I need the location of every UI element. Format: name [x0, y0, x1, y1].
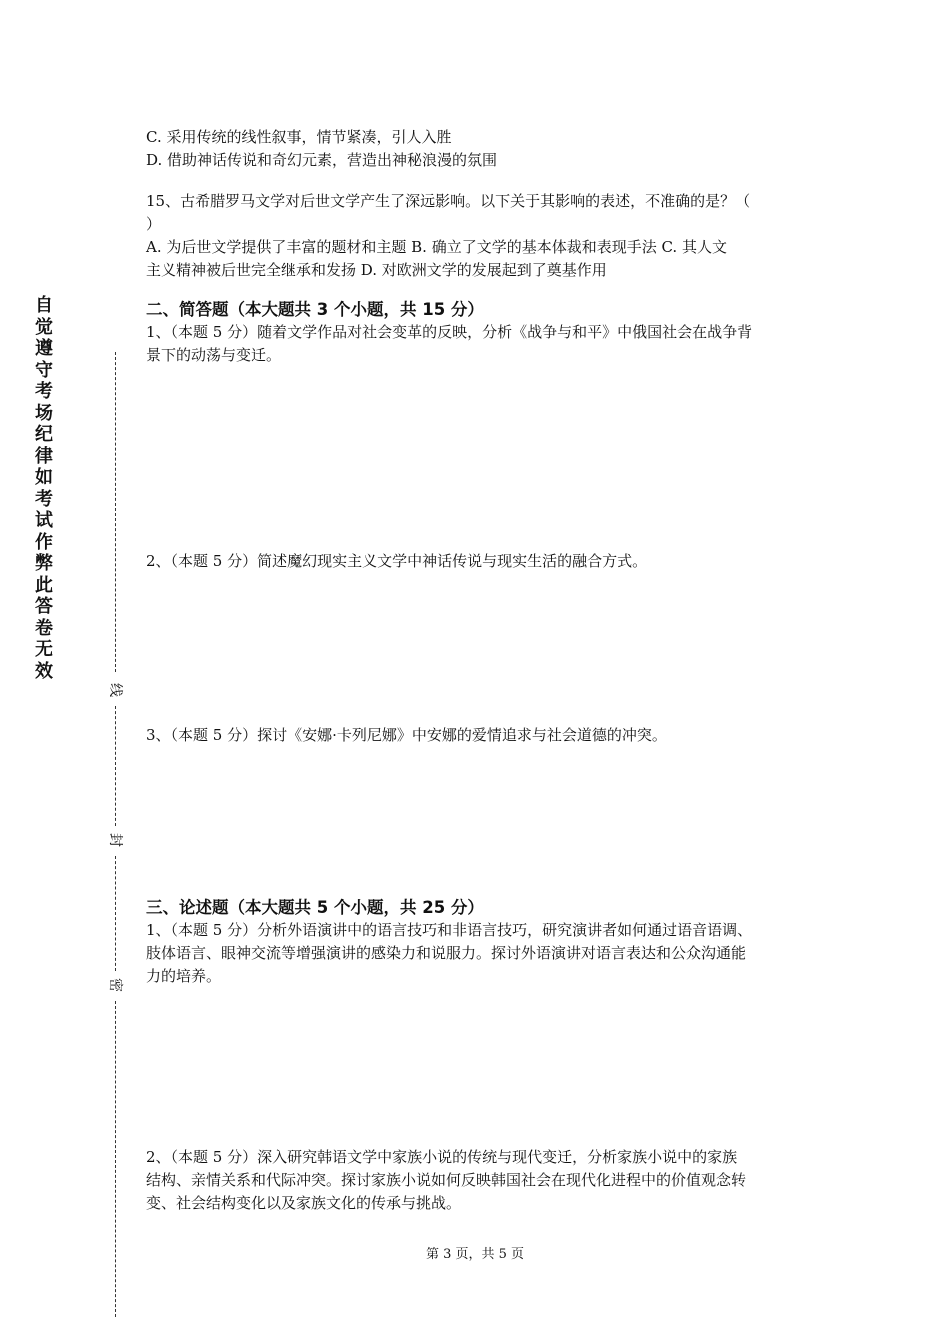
s3-q2-line3: 变、社会结构变化以及家族文化的传承与挑战。: [146, 1194, 462, 1212]
seal-char-xian: 线: [107, 683, 123, 697]
s2-q1-line1: 1、（本题 5 分）随着文学作品对社会变革的反映，分析《战争与和平》中俄国社会在战争背: [146, 323, 753, 341]
s2-q3: 3、（本题 5 分）探讨《安娜·卡列尼娜》中安娜的爱情追求与社会道德的冲突。: [146, 726, 667, 744]
seal-line-segment: [115, 352, 116, 672]
seal-line-segment: [115, 1001, 116, 1317]
section3-title: 三、论述题（本大题共 5 个小题，共 25 分）: [146, 898, 484, 917]
q14-option-c: C. 采用传统的线性叙事，情节紧凑，引人入胜: [146, 128, 452, 146]
page-number: 第 3 页，共 5 页: [425, 1247, 525, 1262]
q15-options-line2: 主义精神被后世完全继承和发扬 D. 对欧洲文学的发展起到了奠基作用: [146, 261, 607, 279]
seal-char-mi: 密: [107, 978, 123, 992]
seal-line-segment: [115, 856, 116, 971]
seal-line-segment: [115, 706, 116, 826]
seal-char-feng: 封: [107, 833, 123, 847]
s3-q2: [146, 1146, 818, 1215]
s3-q2-line2: 结构、亲情关系和代际冲突。探讨家族小说如何反映韩国社会在现代化进程中的价值观念转: [146, 1171, 747, 1189]
s3-q1-line3: 力的培养。: [146, 967, 222, 985]
s3-q2-line1: 2、（本题 5 分）深入研究韩语文学中家族小说的传统与现代变迁，分析家族小说中的家族: [146, 1148, 738, 1166]
s3-q1-line1: 1、（本题 5 分）分析外语演讲中的语言技巧和非语言技巧，研究演讲者如何通过语音语调、: [146, 921, 753, 939]
q14-option-d: D. 借助神话传说和奇幻元素，营造出神秘浪漫的氛围: [146, 151, 498, 169]
q15-stem-line1: 15、古希腊罗马文学对后世文学产生了深远影响。以下关于其影响的表述，不准确的是？（: [146, 192, 751, 210]
q15-options-line1: A. 为后世文学提供了丰富的题材和主题 B. 确立了文学的基本体裁和表现手法 C. 其人文: [146, 238, 727, 256]
q15-stem-line2: ）: [146, 215, 162, 233]
s2-q1-line2: 景下的动荡与变迁。: [146, 346, 282, 364]
s2-q2: 2、（本题 5 分）简述魔幻现实主义文学中神话传说与现实生活的融合方式。: [146, 552, 648, 570]
section2-title: 二、简答题（本大题共 3 个小题，共 15 分）: [146, 300, 484, 319]
exam-discipline-notice: 自觉遵守考场纪律如考试作弊此答卷无效: [35, 295, 53, 682]
s3-q1-line2: 肢体语言、眼神交流等增强演讲的感染力和说服力。探讨外语演讲对语言表达和公众沟通能: [146, 944, 747, 962]
section3: [146, 897, 818, 988]
question-content: [146, 126, 818, 367]
